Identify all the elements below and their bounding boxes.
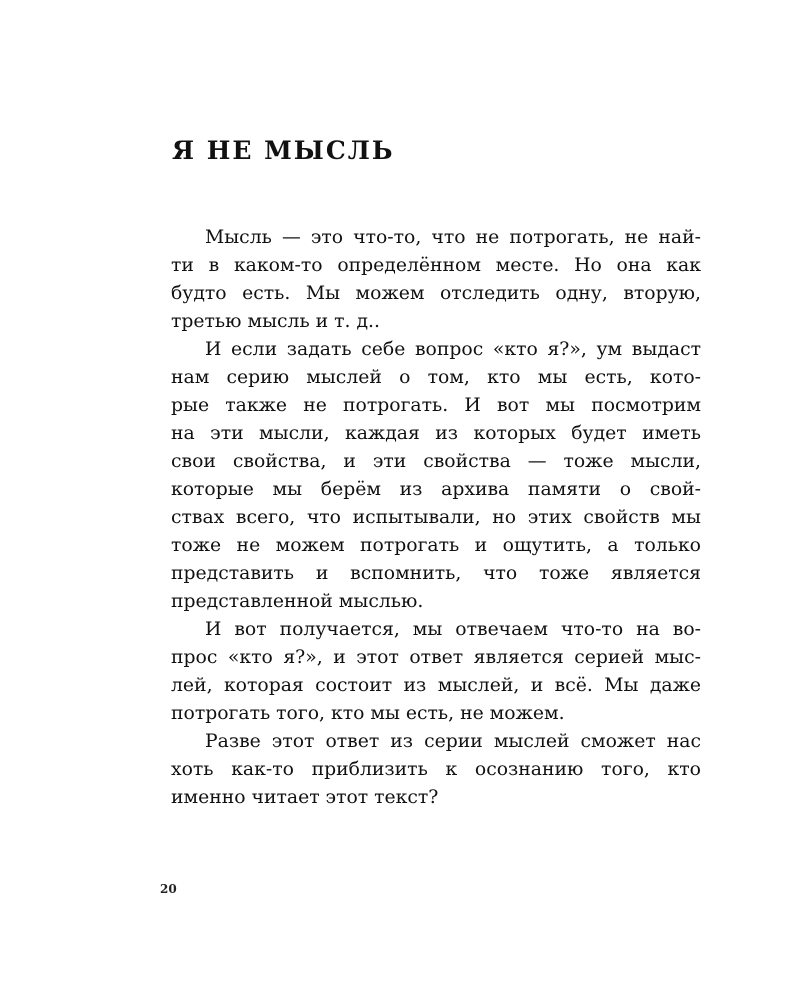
text-line: Разве этот ответ из серии мыслей сможет нас	[205, 731, 701, 752]
text-line: ти в каком-то определённом месте. Но она как	[171, 255, 701, 276]
paragraph	[171, 336, 701, 616]
page-number: 20	[160, 882, 177, 896]
text-line: будто есть. Мы можем отследить одну, вторую,	[171, 283, 701, 304]
text-line: именно читает этот текст?	[171, 787, 439, 808]
text-line: Мысль — это что-то, что не потрогать, не най-	[205, 227, 701, 248]
text-line: которые мы берём из архива памяти о свой-	[171, 479, 701, 500]
text-line: хоть как-то приблизить к осознанию того, кто	[171, 759, 701, 780]
text-line: представить и вспомнить, что тоже является	[171, 563, 701, 584]
text-line: тоже не можем потрогать и ощутить, а только	[171, 535, 701, 556]
text-line: нам серию мыслей о том, кто мы есть, кото-	[171, 367, 701, 388]
text-line: на эти мысли, каждая из которых будет иметь	[171, 423, 701, 444]
text-line: И если задать себе вопрос «кто я?», ум выдаст	[205, 339, 701, 360]
chapter-title: Я НЕ МЫСЛЬ	[172, 136, 395, 165]
paragraph	[171, 728, 701, 812]
body-text	[171, 224, 701, 812]
text-line: свои свойства, и эти свойства — тоже мысли,	[171, 451, 701, 472]
text-line: третью мысль и т. д..	[171, 311, 380, 332]
text-line: ствах всего, что испытывали, но этих свойств мы	[171, 507, 701, 528]
text-line: представленной мыслью.	[171, 591, 424, 612]
text-line: И вот получается, мы отвечаем что-то на во-	[205, 619, 701, 640]
text-line: прос «кто я?», и этот ответ является серией мыс-	[171, 647, 701, 668]
paragraph	[171, 616, 701, 728]
paragraph	[171, 224, 701, 336]
text-line: рые также не потрогать. И вот мы посмотрим	[171, 395, 701, 416]
text-line: лей, которая состоит из мыслей, и всё. Мы даже	[171, 675, 701, 696]
text-line: потрогать того, кто мы есть, не можем.	[171, 703, 565, 724]
